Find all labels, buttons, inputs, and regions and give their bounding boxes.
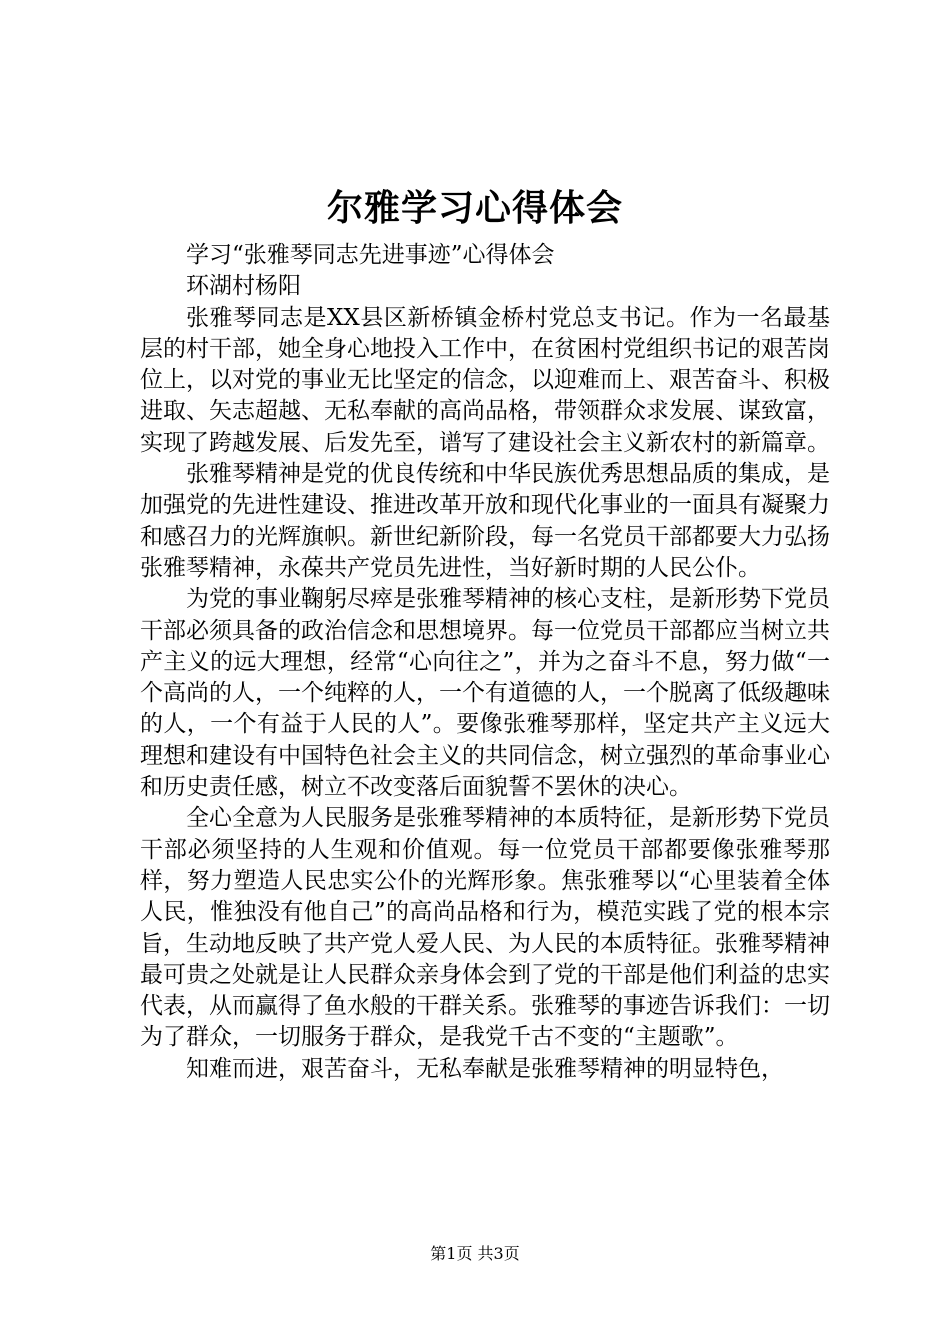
subtitle-paragraph: 学习“张雅琴同志先进事迹”心得体会: [186, 242, 555, 268]
body-paragraph: 为党的事业鞠躬尽瘁是张雅琴精神的核心支柱，是新形势下党员干部必须具备的政治信念和思想境界。每一位党员干部都应当树立共产主义的远大理想，经常“心向往之”，并为之奋斗不息，努力做“一个高尚的人，一个纯粹的人，一个有道德的人，一个脱离了低级趣味的人，一个有益于人民的人”。要像张雅琴那样，坚定共产主义远大理想和建设有中国特色社会主义的共同信念，树立强烈的革命事业心和历史责任感，树立不改变落后面貌誓不罢休的决心。: [140, 586, 830, 801]
document-title: 尔雅学习心得体会: [326, 187, 623, 229]
body-paragraph: 张雅琴精神是党的优良传统和中华民族优秀思想品质的集成，是加强党的先进性建设、推进改革开放和现代化事业的一面具有凝聚力和感召力的光辉旗帜。新世纪新阶段，每一名党员干部都要大力弘扬张雅琴精神，永葆共产党员先进性，当好新时期的人民公仆。: [140, 461, 830, 581]
author-paragraph: 环湖村杨阳: [186, 273, 301, 300]
body-paragraph: 全心全意为人民服务是张雅琴精神的本质特征，是新形势下党员干部必须坚持的人生观和价值观。每一位党员干部都要像张雅琴那样，努力塑造人民忠实公仆的光辉形象。焦张雅琴以“心里装着全体人民，惟独没有他自己”的高尚品格和行为，模范实践了党的根本宗旨，生动地反映了共产党人爱人民、为人民的本质特征。张雅琴精神最可贵之处就是让人民群众亲身体会到了党的干部是他们利益的忠实代表，从而赢得了鱼水般的干群关系。张雅琴的事迹告诉我们：一切为了群众，一切服务于群众，是我党千古不变的“主题歌”。: [140, 805, 830, 1051]
document-body: [140, 240, 830, 1085]
page-footer: 第1页 共3页: [430, 1244, 520, 1263]
body-paragraph: 张雅琴同志是XX县区新桥镇金桥村党总支书记。作为一名最基层的村干部，她全身心地投入工作中，在贫困村党组织书记的艰苦岗位上，以对党的事业无比坚定的信念，以迎难而上、艰苦奋斗、积极进取、矢志超越、无私奉献的高尚品格，带领群众求发展、谋致富，实现了跨越发展、后发先至，谱写了建设社会主义新农村的新篇章。: [140, 304, 830, 456]
body-paragraph: 知难而进，艰苦奋斗，无私奉献是张雅琴精神的明显特色，: [186, 1055, 784, 1082]
